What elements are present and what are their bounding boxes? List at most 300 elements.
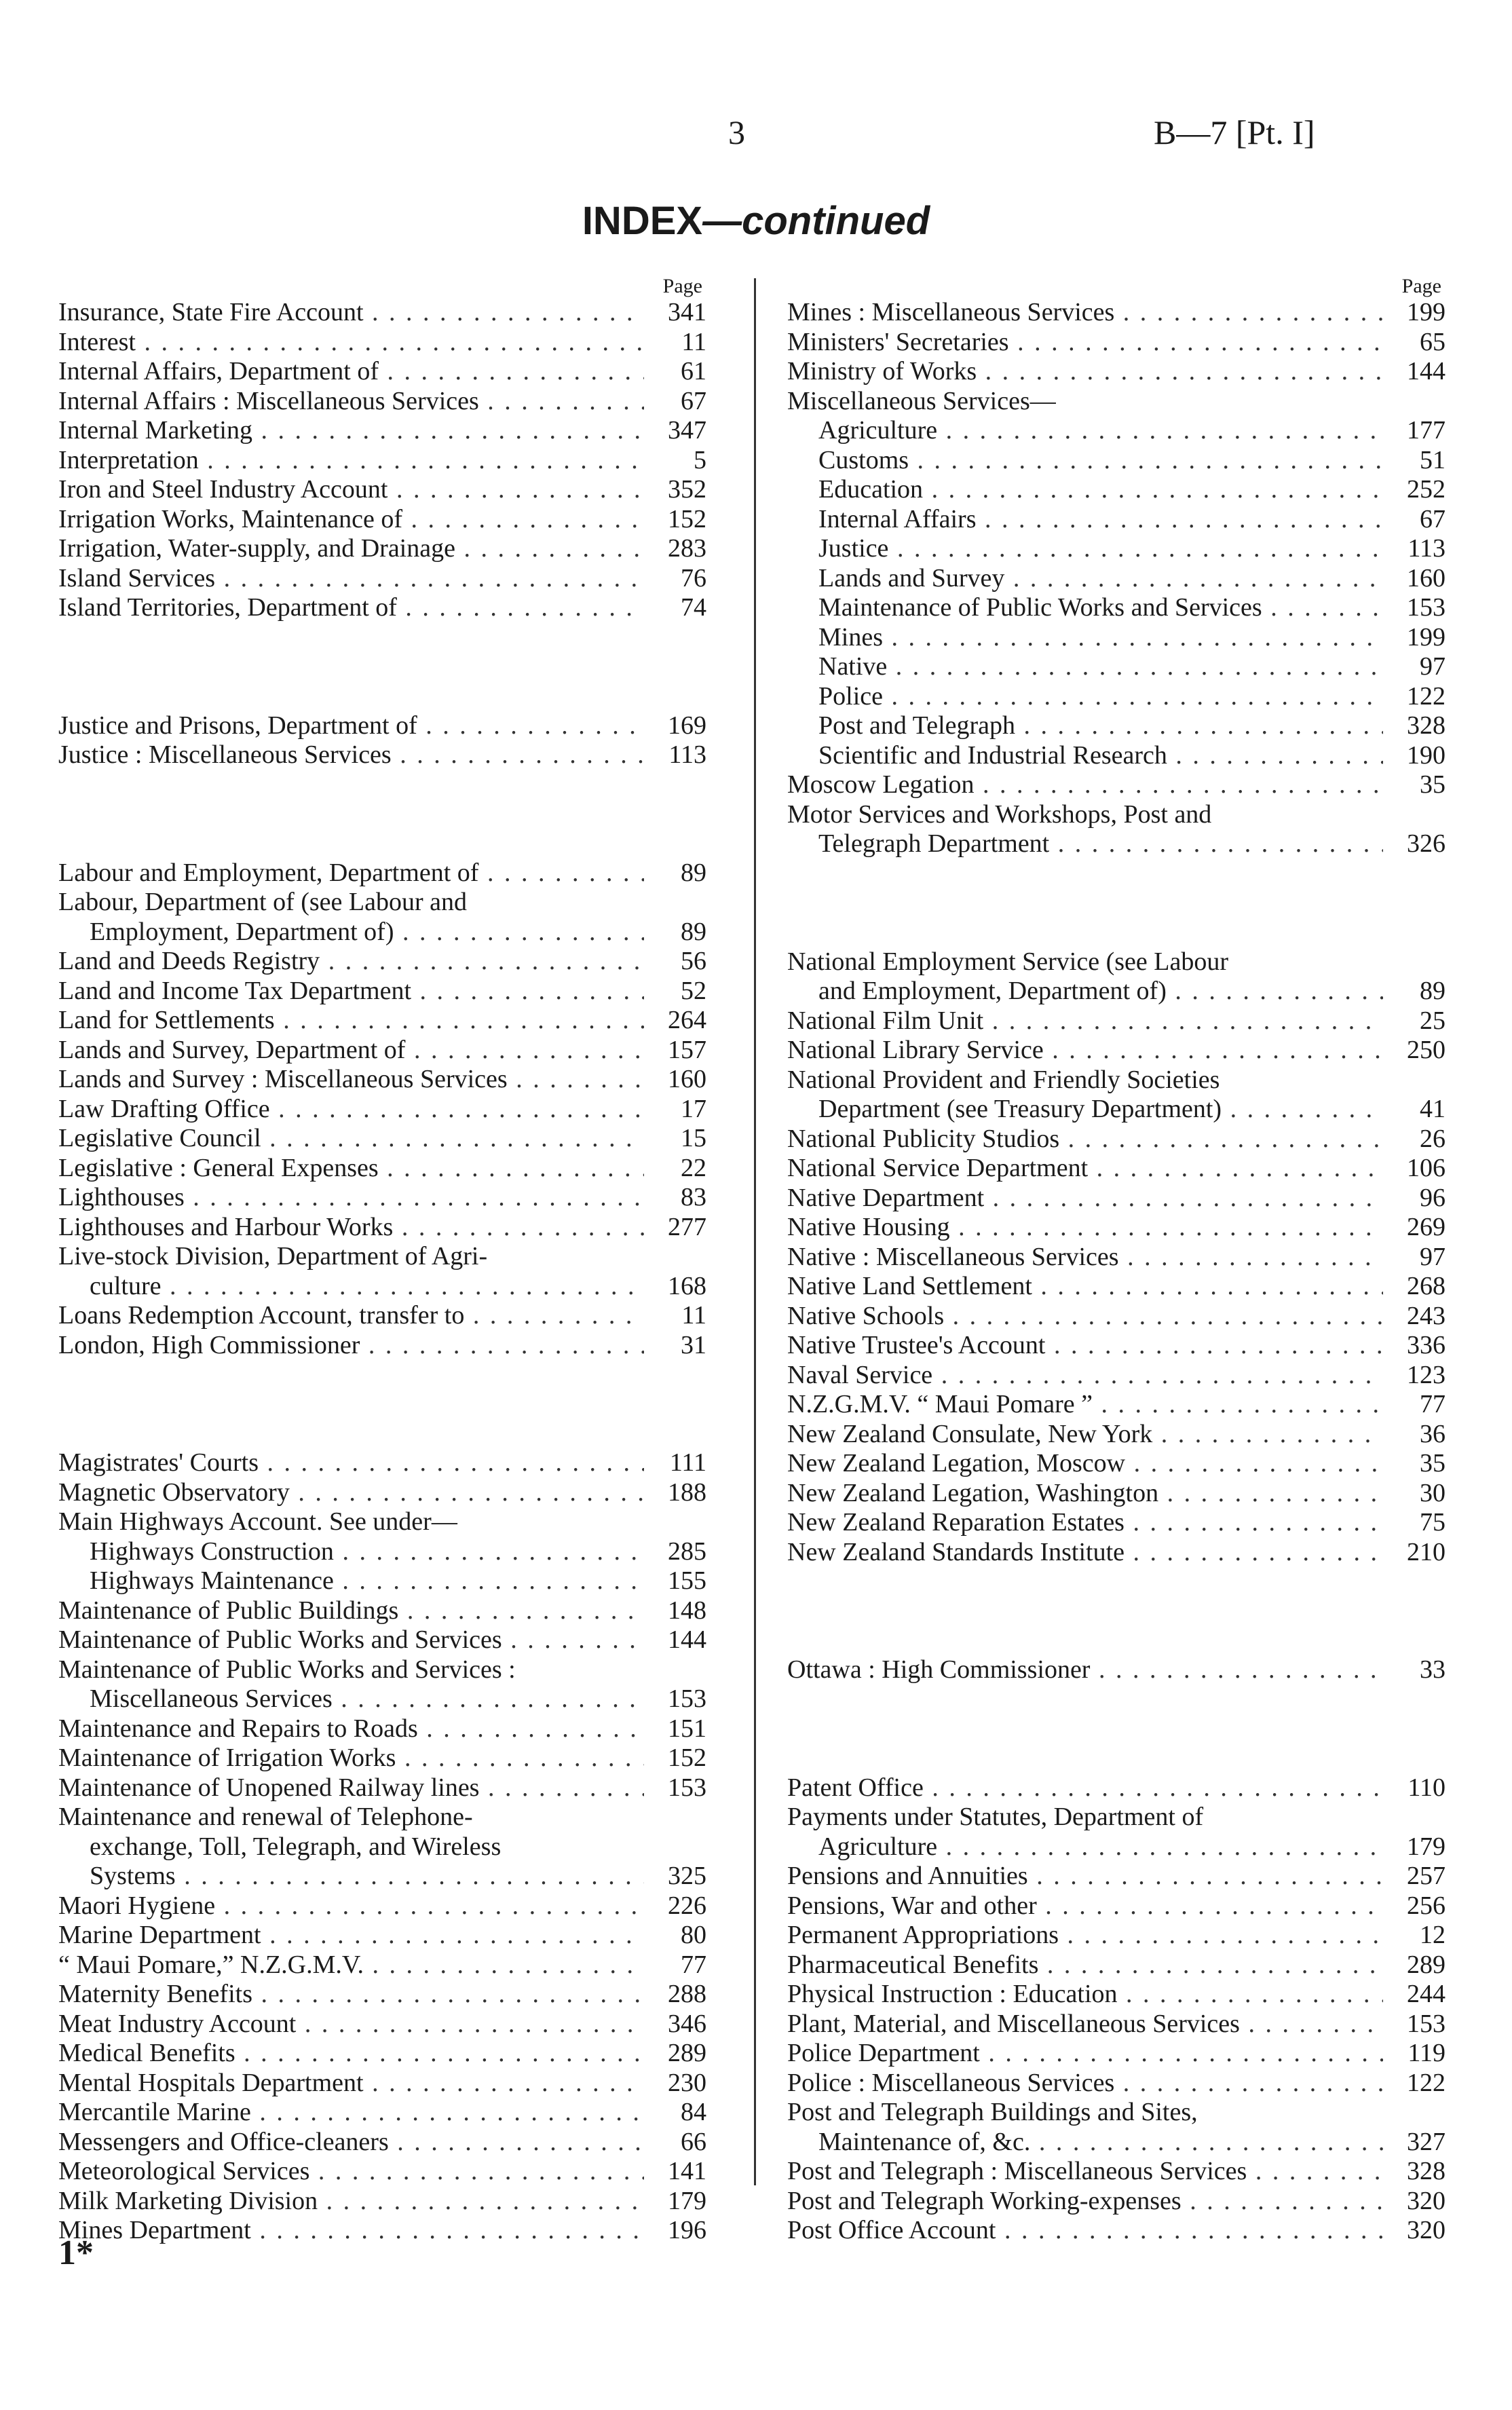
index-entry — [58, 2039, 706, 2069]
index-entry-page: 277 — [668, 1212, 706, 1241]
index-entry — [58, 1036, 706, 1066]
index-entry-text: Police : Miscellaneous Services . . — [787, 2069, 1383, 2098]
index-entry-text: Pharmaceutical Benefits . . — [787, 1951, 1383, 1980]
index-entry — [58, 593, 706, 623]
index-entry-page: 153 — [668, 1773, 706, 1802]
index-entry-text: Lands and Survey . . — [787, 564, 1383, 594]
page-column-heading: Page — [1401, 275, 1441, 297]
index-entry-page: 25 — [1420, 1006, 1445, 1035]
index-entry — [787, 947, 1445, 977]
index-entry — [58, 1448, 706, 1478]
index-entry-page: 89 — [1420, 977, 1445, 1005]
index-entry — [58, 1154, 706, 1184]
index-entry-text: Maintenance of Public Buildings . . — [58, 1596, 644, 1626]
index-title-main: INDEX — [582, 199, 703, 243]
index-entry-page: 341 — [668, 298, 706, 326]
index-entry-page: 269 — [1407, 1213, 1445, 1241]
index-entry — [787, 416, 1445, 446]
index-entry-text: Magnetic Observatory . . — [58, 1478, 644, 1508]
index-entry — [58, 918, 706, 947]
index-entry-page: 144 — [1407, 357, 1445, 385]
index-entry — [58, 328, 706, 358]
index-entry — [787, 2157, 1445, 2187]
index-entry-text: Post and Telegraph Buildings and Sites, — [787, 2098, 1198, 2126]
index-entry-page: 179 — [668, 2186, 706, 2215]
index-entry-page: 244 — [1407, 1980, 1445, 2008]
index-entry-text: Law Drafting Office . . — [58, 1095, 644, 1125]
index-group-j — [58, 711, 706, 770]
index-entry — [58, 387, 706, 417]
index-entry-page: 97 — [1420, 1242, 1445, 1271]
index-entry — [58, 1891, 706, 1921]
index-entry-page: 326 — [1407, 829, 1445, 858]
index-entry-text: Loans Redemption Account, transfer to . . — [58, 1301, 644, 1331]
index-entry-text: Motor Services and Workshops, Post and — [787, 799, 1212, 829]
index-entry — [58, 888, 706, 918]
index-entry — [787, 1538, 1445, 1568]
index-entry-text: New Zealand Legation, Washington . . — [787, 1479, 1383, 1509]
index-group-o — [787, 1655, 1445, 1685]
index-entry-text: Department (see Treasury Department) . . — [787, 1095, 1383, 1125]
index-entry — [787, 1066, 1445, 1095]
index-entry — [787, 1184, 1445, 1213]
index-entry — [787, 652, 1445, 682]
index-entry-text: Island Territories, Department of . . — [58, 593, 644, 623]
index-entry-text: Highways Construction . . — [58, 1537, 644, 1567]
index-entry-page: 327 — [1407, 2127, 1445, 2156]
index-entry — [787, 1095, 1445, 1125]
index-entry-page: 17 — [681, 1094, 706, 1123]
index-entry-text: Meat Industry Account . . — [58, 2010, 644, 2039]
index-group-m — [58, 1448, 706, 2246]
index-entry-text: Lighthouses . . — [58, 1183, 644, 1213]
index-entry — [58, 2216, 706, 2246]
index-entry-page: 152 — [668, 1744, 706, 1772]
index-entry — [58, 1951, 706, 1980]
index-entry-page: 80 — [681, 1921, 706, 1949]
index-entry — [787, 387, 1445, 417]
index-entry-page: 11 — [681, 1301, 706, 1330]
index-entry-text: National Film Unit . . — [787, 1006, 1383, 1036]
index-entry — [787, 1331, 1445, 1361]
index-entry-text: Internal Affairs . . — [787, 505, 1383, 535]
index-entry-page: 41 — [1420, 1095, 1445, 1123]
index-entry-text: New Zealand Reparation Estates . . — [787, 1508, 1383, 1538]
index-entry-page: 97 — [1420, 652, 1445, 681]
index-entry-page: 199 — [1407, 298, 1445, 326]
index-entry-page: 113 — [1407, 534, 1445, 563]
index-entry-text: Native Land Settlement . . — [787, 1272, 1383, 1302]
index-entry-text: Mental Hospitals Department . . — [58, 2069, 644, 2098]
index-entry-page: 160 — [668, 1065, 706, 1093]
index-entry — [787, 357, 1445, 387]
index-entry — [787, 2069, 1445, 2098]
index-entry-text: Labour, Department of (see Labour and — [58, 888, 468, 916]
index-entry-page: 22 — [681, 1153, 706, 1182]
index-entry-text: Customs . . — [787, 446, 1383, 476]
index-entry — [58, 1095, 706, 1125]
index-entry — [58, 505, 706, 535]
part-reference: B—7 [Pt. I] — [1154, 113, 1315, 151]
index-entry-page: 5 — [694, 445, 706, 474]
index-entry-text: “ Maui Pomare,” N.Z.G.M.V. . . — [58, 1951, 644, 1980]
index-entry — [787, 1951, 1445, 1980]
index-entry-text: Maintenance of, &c. . . — [787, 2128, 1383, 2158]
index-entry-page: 328 — [1407, 711, 1445, 740]
index-entry — [787, 1125, 1445, 1154]
index-entry — [787, 328, 1445, 358]
index-entry-text: Post and Telegraph : Miscellaneous Services . . — [787, 2157, 1383, 2187]
index-entry — [787, 593, 1445, 623]
index-entry-text: Maternity Benefits . . — [58, 1980, 644, 2010]
index-entry-text: Moscow Legation . . — [787, 770, 1383, 800]
index-entry-text: New Zealand Legation, Moscow . . — [787, 1449, 1383, 1479]
index-entry-text: Marine Department . . — [58, 1921, 644, 1951]
index-entry-text: Plant, Material, and Miscellaneous Services . . — [787, 2010, 1383, 2039]
index-entry-text: Agriculture . . — [787, 1832, 1383, 1862]
index-group-p — [787, 1773, 1445, 2246]
index-entry-text: Ministers' Secretaries . . — [787, 328, 1383, 358]
index-entry-page: 288 — [668, 1980, 706, 2008]
index-entry-page: 226 — [668, 1891, 706, 1920]
index-entry — [58, 859, 706, 888]
index-entry — [58, 2157, 706, 2187]
index-entry-text: Legislative : General Expenses . . — [58, 1154, 644, 1184]
index-title-suffix: —continued — [702, 199, 930, 243]
left-index-column — [58, 275, 706, 2246]
index-entry-page: 119 — [1407, 2039, 1445, 2067]
index-entry-page: 76 — [681, 563, 706, 592]
index-entry-text: Land for Settlements . . — [58, 1006, 644, 1036]
index-entry-text: Native Department . . — [787, 1184, 1383, 1213]
index-entry-text: Mercantile Marine . . — [58, 2098, 644, 2128]
index-entry — [58, 1655, 706, 1685]
index-entry-page: 122 — [1407, 681, 1445, 711]
index-entry — [787, 1302, 1445, 1332]
index-entry-page: 75 — [1420, 1508, 1445, 1537]
index-entry-text: Justice : Miscellaneous Services . . — [58, 740, 644, 770]
index-entry-text: Maintenance of Unopened Railway lines . . — [58, 1773, 644, 1803]
index-entry — [787, 1420, 1445, 1450]
index-entry — [58, 711, 706, 741]
column-divider — [754, 278, 756, 2185]
index-entry-text: N.Z.G.M.V. “ Maui Pomare ” . . — [787, 1390, 1383, 1420]
index-entry-text: Education . . — [787, 475, 1383, 505]
index-entry — [787, 1508, 1445, 1538]
index-entry-page: 230 — [668, 2068, 706, 2097]
index-entry-text: Mines . . — [787, 623, 1383, 653]
page-column-heading: Page — [662, 275, 702, 297]
index-group-i — [58, 298, 706, 623]
index-entry-text: Permanent Appropriations . . — [787, 1921, 1383, 1951]
index-entry — [787, 2098, 1445, 2128]
index-entry-text: Native : Miscellaneous Services . . — [787, 1243, 1383, 1273]
index-entry-page: 31 — [681, 1330, 706, 1359]
index-entry-page: 153 — [668, 1684, 706, 1713]
index-entry-page: 74 — [681, 593, 706, 622]
index-entry-page: 51 — [1420, 445, 1445, 474]
index-entry — [58, 1006, 706, 1036]
index-entry — [58, 2010, 706, 2039]
index-entry-page: 153 — [1407, 593, 1445, 622]
index-entry-page: 157 — [668, 1035, 706, 1064]
index-entry-text: Internal Affairs, Department of . . — [58, 357, 644, 387]
index-entry-text: Island Services . . — [58, 564, 644, 594]
index-entry — [787, 1154, 1445, 1184]
index-entry-text: Labour and Employment, Department of . . — [58, 859, 644, 888]
index-entry-text: Magistrates' Courts . . — [58, 1448, 644, 1478]
index-entry-page: 77 — [681, 1950, 706, 1979]
index-entry — [787, 1655, 1445, 1685]
index-entry-text: Lands and Survey : Miscellaneous Services . . — [58, 1065, 644, 1095]
index-entry — [58, 1272, 706, 1302]
index-entry-page: 111 — [669, 1448, 706, 1477]
index-entry-text: National Service Department . . — [787, 1154, 1383, 1184]
index-entry-page: 35 — [1420, 770, 1445, 799]
index-entry-text: Main Highways Account. See under— — [58, 1507, 457, 1536]
index-entry-text: Maintenance and Repairs to Roads . . — [58, 1714, 644, 1744]
index-entry-text: Native Schools . . — [787, 1302, 1383, 1332]
index-entry-page: 106 — [1407, 1154, 1445, 1182]
index-entry — [787, 1980, 1445, 2010]
index-entry — [787, 2187, 1445, 2217]
index-entry-page: 36 — [1420, 1419, 1445, 1448]
index-entry-text: Maintenance of Public Works and Services . . — [58, 1625, 644, 1655]
index-entry-page: 257 — [1407, 1862, 1445, 1890]
index-entry — [787, 564, 1445, 594]
index-entry — [787, 682, 1445, 712]
index-entry-page: 252 — [1407, 475, 1445, 504]
index-entry-text: Miscellaneous Services— — [787, 386, 1056, 415]
index-entry — [787, 1036, 1445, 1066]
index-entry-text: Internal Affairs : Miscellaneous Services . . — [58, 387, 644, 417]
index-entry-page: 122 — [1407, 2068, 1445, 2097]
index-entry-page: 30 — [1420, 1478, 1445, 1507]
index-entry — [58, 1331, 706, 1361]
index-entry-text: Naval Service . . — [787, 1361, 1383, 1391]
index-entry — [58, 1744, 706, 1773]
index-entry — [58, 977, 706, 1006]
index-entry-text: Maintenance of Public Works and Services . . — [787, 593, 1383, 623]
index-entry-page: 83 — [681, 1183, 706, 1211]
index-entry-page: 33 — [1420, 1655, 1445, 1684]
index-entry — [58, 298, 706, 328]
index-entry — [787, 1243, 1445, 1273]
index-title — [0, 198, 1512, 244]
index-entry — [787, 800, 1445, 830]
index-entry-text: London, High Commissioner . . — [58, 1331, 644, 1361]
index-entry-text: Messengers and Office-cleaners . . — [58, 2128, 644, 2158]
index-entry-page: 152 — [668, 504, 706, 533]
index-entry — [58, 1566, 706, 1596]
index-entry — [787, 977, 1445, 1006]
index-entry — [787, 1272, 1445, 1302]
index-entry — [787, 505, 1445, 535]
index-entry-text: Interpretation . . — [58, 446, 644, 476]
index-entry-page: 96 — [1420, 1183, 1445, 1212]
index-entry-text: National Library Service . . — [787, 1036, 1383, 1066]
index-entry — [58, 1183, 706, 1213]
index-entry-text: Iron and Steel Industry Account . . — [58, 475, 644, 505]
index-entry-text: Irrigation Works, Maintenance of . . — [58, 505, 644, 535]
index-entry-page: 15 — [681, 1124, 706, 1152]
index-entry — [58, 2098, 706, 2128]
index-entry-page: 141 — [668, 2157, 706, 2185]
index-entry-text: National Publicity Studios . . — [787, 1125, 1383, 1154]
index-entry — [787, 623, 1445, 653]
index-entry — [58, 1478, 706, 1508]
index-entry-page: 52 — [681, 976, 706, 1005]
index-entry — [58, 534, 706, 564]
index-entry — [787, 298, 1445, 328]
index-entry-text: Legislative Council . . — [58, 1124, 644, 1154]
index-entry — [787, 2128, 1445, 2158]
index-entry — [787, 1921, 1445, 1951]
index-entry-text: Internal Marketing . . — [58, 416, 644, 446]
index-entry — [58, 564, 706, 594]
index-entry-page: 188 — [668, 1477, 706, 1507]
index-entry-page: 67 — [1420, 504, 1445, 533]
index-entry-page: 283 — [668, 534, 706, 563]
index-entry-text: Maintenance and renewal of Telephone- — [58, 1803, 473, 1831]
page-number: 3 — [728, 113, 745, 151]
index-entry — [58, 446, 706, 476]
index-entry-page: 84 — [681, 2098, 706, 2126]
index-entry — [787, 1213, 1445, 1243]
index-entry-page: 179 — [1407, 1832, 1445, 1861]
index-entry — [787, 475, 1445, 505]
index-entry-page: 243 — [1407, 1301, 1445, 1330]
index-entry-page: 89 — [681, 917, 706, 946]
index-entry-page: 12 — [1420, 1921, 1445, 1949]
index-entry-page: 320 — [1407, 2186, 1445, 2215]
index-entry-text: Medical Benefits . . — [58, 2039, 644, 2069]
index-entry — [58, 1773, 706, 1803]
index-entry-text: and Employment, Department of) . . — [787, 977, 1383, 1006]
index-entry-page: 66 — [681, 2127, 706, 2156]
index-entry-text: Maori Hygiene . . — [58, 1891, 644, 1921]
index-entry-text: Systems . . — [58, 1862, 644, 1891]
index-entry — [58, 1596, 706, 1626]
index-entry-text: Milk Marketing Division . . — [58, 2187, 644, 2217]
index-entry — [58, 2069, 706, 2098]
index-entry-text: National Employment Service (see Labour — [787, 947, 1229, 976]
index-entry-text: Land and Income Tax Department . . — [58, 977, 644, 1006]
index-entry-text: Physical Instruction : Education . . — [787, 1980, 1383, 2010]
index-entry — [787, 2010, 1445, 2039]
index-entry-text: Pensions and Annuities . . — [787, 1862, 1383, 1891]
index-entry — [58, 740, 706, 770]
index-entry-text: Irrigation, Water-supply, and Drainage . . — [58, 534, 644, 564]
index-entry-page: 346 — [668, 2009, 706, 2038]
index-entry-page: 199 — [1407, 622, 1445, 652]
index-entry — [58, 1507, 706, 1537]
index-entry-page: 160 — [1407, 563, 1445, 592]
index-entry-text: Insurance, State Fire Account . . — [58, 298, 644, 328]
index-entry-page: 325 — [668, 1862, 706, 1890]
index-group-m-cont — [787, 298, 1445, 859]
index-entry-page: 177 — [1407, 416, 1445, 445]
index-entry-page: 347 — [668, 416, 706, 445]
index-entry — [58, 2187, 706, 2217]
index-entry-page: 256 — [1407, 1891, 1445, 1920]
index-entry — [787, 1862, 1445, 1891]
index-entry-text: exchange, Toll, Telegraph, and Wireless — [90, 1832, 502, 1861]
index-entry — [787, 534, 1445, 564]
index-entry-page: 110 — [1407, 1773, 1445, 1802]
index-entry — [58, 475, 706, 505]
index-entry-page: 190 — [1407, 740, 1445, 770]
index-entry-text: Post and Telegraph . . — [787, 711, 1383, 741]
index-entry-page: 320 — [1407, 2216, 1445, 2244]
index-entry-page: 153 — [1407, 2009, 1445, 2038]
index-entry-page: 67 — [681, 386, 706, 415]
index-entry-page: 77 — [1420, 1390, 1445, 1418]
index-entry-text: Justice . . — [787, 534, 1383, 564]
index-entry-text: Police Department . . — [787, 2039, 1383, 2069]
index-entry-text: Land and Deeds Registry . . — [58, 947, 644, 977]
index-entry-text: New Zealand Consulate, New York . . — [787, 1420, 1383, 1450]
index-entry-text: Maintenance of Public Works and Services : — [58, 1655, 516, 1684]
index-entry-page: 155 — [668, 1566, 706, 1595]
index-entry-page: 328 — [1407, 2157, 1445, 2185]
index-entry-page: 210 — [1407, 1537, 1445, 1566]
index-entry — [787, 1891, 1445, 1921]
index-entry — [58, 1065, 706, 1095]
index-entry — [787, 1449, 1445, 1479]
index-entry-page: 26 — [1420, 1124, 1445, 1153]
index-entry — [787, 1479, 1445, 1509]
index-entry — [58, 1832, 706, 1862]
index-entry-text: National Provident and Friendly Societies — [787, 1065, 1220, 1094]
index-entry — [58, 1803, 706, 1832]
index-entry-text: Mines Department . . — [58, 2216, 644, 2246]
index-entry-text: Lands and Survey, Department of . . — [58, 1036, 644, 1066]
index-entry — [787, 1832, 1445, 1862]
index-entry — [58, 1301, 706, 1331]
index-entry — [58, 1242, 706, 1272]
index-entry — [787, 2039, 1445, 2069]
index-entry-text: Miscellaneous Services . . — [58, 1684, 644, 1714]
index-entry-page: 113 — [668, 740, 706, 769]
index-entry-text: Lighthouses and Harbour Works . . — [58, 1213, 644, 1243]
index-entry-text: culture . . — [58, 1272, 644, 1302]
index-entry-page: 35 — [1420, 1449, 1445, 1477]
index-entry-page: 285 — [668, 1537, 706, 1566]
index-entry-text: Telegraph Department . . — [787, 829, 1383, 859]
index-entry — [787, 1361, 1445, 1391]
index-entry-page: 11 — [681, 327, 706, 356]
index-entry-text: Post Office Account . . — [787, 2216, 1383, 2246]
index-entry-page: 352 — [668, 475, 706, 504]
index-entry-page: 289 — [1407, 1950, 1445, 1979]
index-entry-text: Scientific and Industrial Research . . — [787, 741, 1383, 771]
index-entry — [58, 416, 706, 446]
index-entry-page: 61 — [681, 357, 706, 385]
index-entry-text: Employment, Department of) . . — [58, 918, 644, 947]
index-entry-page: 289 — [668, 2039, 706, 2067]
index-entry-page: 151 — [668, 1714, 706, 1743]
index-entry — [58, 1980, 706, 2010]
index-entry — [58, 2128, 706, 2158]
index-entry — [58, 1921, 706, 1951]
index-entry-text: Highways Maintenance . . — [58, 1566, 644, 1596]
index-entry — [58, 1124, 706, 1154]
index-entry — [787, 446, 1445, 476]
index-entry — [58, 1684, 706, 1714]
index-entry — [58, 1862, 706, 1891]
index-entry-page: 144 — [668, 1625, 706, 1654]
